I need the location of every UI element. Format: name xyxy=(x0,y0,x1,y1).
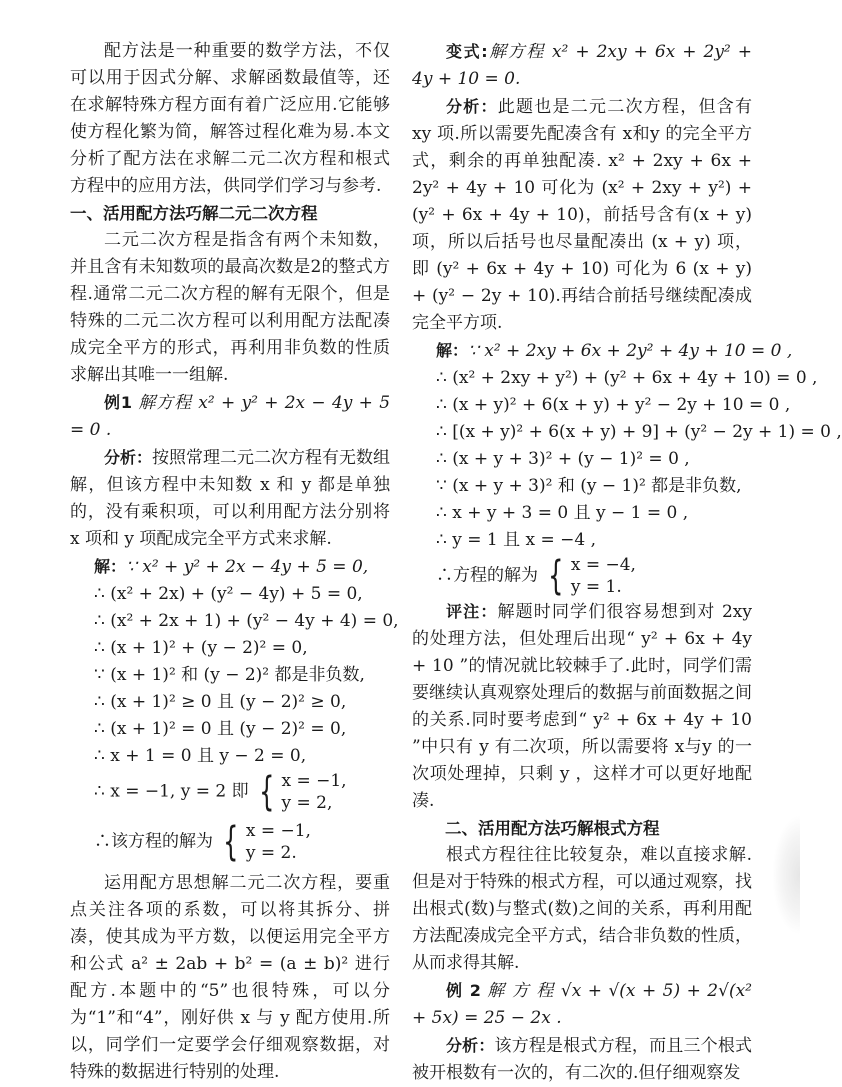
example1-analysis xyxy=(70,444,390,553)
summary-paragraph: 运用配方思想解二元二次方程，要重点关注各项的系数，可以将其拆分、拼凑，使其成为平方数，以便运用完全平方和公式 a² ± 2ab + b² = (a ± b)² 进行配方.本题中的“5”也很特殊，可以分为“1”和“4”，刚好供 x 与 y 配方使用.所以，同学们一定要学会仔细观察数据，对特殊的数据进行特别的处理. xyxy=(70,873,390,1082)
section2-paragraph: 根式方程往往比较复杂，难以直接求解.但是对于特殊的根式方程，可以通过观察，找出根式(数)与整式(数)之间的关系，再利用配方法配凑成完全平方式，结合非负数的性质，从而求得其解. xyxy=(412,845,752,973)
comment-label: 评注： xyxy=(446,602,498,621)
solution-line: ∵ (x + y + 3)² 和 (y − 1)² 都是非负数, xyxy=(436,476,742,496)
brace-icon: { xyxy=(259,769,275,815)
section1-heading: 一、活用配方法巧解二元二次方程 xyxy=(70,204,318,223)
section2-heading: 二、活用配方法巧解根式方程 xyxy=(445,819,660,838)
example1-equation: 解方程 x² + y² + 2x − 4y + 5 = 0 . xyxy=(70,393,391,440)
equation-system: { x = −1, y = 2, xyxy=(259,769,347,815)
solution-line: ∵ (x + 1)² 和 (y − 2)² 都是非负数, xyxy=(94,665,365,685)
solution-system-line: ∴ x = −1, y = 2 即 { x = −1, y = 2, xyxy=(94,769,347,815)
solution-line: ∴ (x + 1)² ≥ 0 且 (y − 2)² ≥ 0, xyxy=(94,692,347,712)
solution-line: 解：∵ x² + 2xy + 6x + 2y² + 4y + 10 = 0 , xyxy=(436,341,793,361)
example2-analysis xyxy=(412,1032,752,1087)
example1-solution xyxy=(70,553,399,865)
page-edge-shadow xyxy=(772,815,800,935)
variant-solution xyxy=(412,337,842,599)
analysis-text: 此题也是二元二次方程，但含有 xy 项.所以需要先配凑含有 x和y 的完全平方式，剩余的再单独配凑. x² + 2xy + 6x + 2y² + 4y + 10 可化为 (x² + 2xy + y²) + (y² + 6x + 4y + 10)，前括号含有(x + y)项，所以后括号也尽量配凑出 (x + y) 项，即 (y² + 6x + 4y + 10) 可化为 6 (x + y) + (y² − 2y + 10).再结合前括号继续配凑成完全平方项. xyxy=(412,97,752,333)
analysis-label: 分析： xyxy=(446,1036,495,1055)
solution-line: ∴ x + 1 = 0 且 y − 2 = 0, xyxy=(94,746,307,766)
solution-line: ∴ (x + y + 3)² + (y − 1)² = 0 , xyxy=(436,449,690,469)
brace-icon: { xyxy=(223,819,239,865)
answer-line: ∴方程的解为 { x = −4, y = 1. xyxy=(436,553,636,599)
variant-statement xyxy=(412,38,752,93)
solution-line: ∴ (x² + 2x + 1) + (y² − 4y + 4) = 0, xyxy=(94,611,399,631)
answer-line: ∴该方程的解为 { x = −1, y = 2. xyxy=(94,819,311,865)
intro-paragraph: 配方法是一种重要的数学方法，不仅可以用于因式分解、求解函数最值等，还在求解特殊方程方面有着广泛应用.它能够使方程化繁为简，解答过程化难为易.本文分析了配方法在求解二元二次方程和根式方程中的应用方法，供同学们学习与参考. xyxy=(70,41,390,196)
example1-statement xyxy=(70,389,390,444)
answer-system: { x = −4, y = 1. xyxy=(548,553,636,599)
answer-system: { x = −1, y = 2. xyxy=(223,819,311,865)
solution-line: 解：∵ x² + y² + 2x − 4y + 5 = 0, xyxy=(94,557,369,577)
right-column xyxy=(412,38,842,1087)
brace-icon: { xyxy=(548,553,564,599)
example2-label: 例 2 xyxy=(446,981,481,1000)
solution-label: 解： xyxy=(436,341,469,360)
variant-label: 变式: xyxy=(446,42,488,61)
section1-paragraph: 二元二次方程是指含有两个未知数，并且含有未知数项的最高次数是2的整式方程.通常二元二次方程的解有无限个，但是特殊的二元二次方程可以利用配方法配凑成完全平方的形式，再利用非负数的性质求解出其唯一一组解. xyxy=(70,230,390,385)
variant-equation: 解方程 x² + 2xy + 6x + 2y² + 4y + 10 = 0. xyxy=(412,42,752,89)
example1-label: 例1 xyxy=(104,393,133,412)
comment-text: 解题时同学们很容易想到对 2xy 的处理方法，但处理后出现“ y² + 6x + 4y + 10 ”的情况就比较棘手了.此时，同学们需要继续认真观察处理后的数据与前面数据之间的关系.同时要考虑到“ y² + 6x + 4y + 10 ”中只有 y 有二次项，所以需要将 x与y 的一次项处理掉，只剩 y ，这样才可以更好地配凑. xyxy=(412,602,752,811)
variant-analysis xyxy=(412,93,752,337)
solution-line: ∴ y = 1 且 x = −4 , xyxy=(436,530,597,550)
solution-line: ∴ (x² + 2xy + y²) + (y² + 6x + 4y + 10) = 0 , xyxy=(436,368,818,388)
comment-paragraph xyxy=(412,598,752,815)
solution-line: ∴ (x + y)² + 6(x + y) + y² − 2y + 10 = 0 , xyxy=(436,395,791,415)
example2-equation: 解 方 程 √x + √(x + 5) + 2√(x² + 5x) = 25 − 2x . xyxy=(412,981,752,1028)
solution-line: ∴ (x² + 2x) + (y² − 4y) + 5 = 0, xyxy=(94,584,363,604)
solution-line: ∴ (x + 1)² = 0 且 (y − 2)² = 0, xyxy=(94,719,347,739)
left-column xyxy=(70,38,399,1086)
example2-statement xyxy=(412,977,752,1032)
analysis-text: 按照常理二元二次方程有无数组解，但该方程中未知数 x 和 y 都是单独的，没有乘积项，可以利用配方法分别将 x 项和 y 项配成完全平方式来求解. xyxy=(70,448,391,549)
solution-line: ∴ [(x + y)² + 6(x + y) + 9] + (y² − 2y + 1) = 0 , xyxy=(436,422,842,442)
analysis-label: 分析： xyxy=(446,97,498,116)
analysis-label: 分析： xyxy=(104,448,153,467)
solution-label: 解： xyxy=(94,557,127,576)
solution-line: ∴ x + y + 3 = 0 且 y − 1 = 0 , xyxy=(436,503,689,523)
solution-line: ∴ (x + 1)² + (y − 2)² = 0, xyxy=(94,638,308,658)
analysis-text: 该方程是根式方程，而且三个根式被开根数有一次的，有二次的.但仔细观察发 xyxy=(412,1036,752,1083)
